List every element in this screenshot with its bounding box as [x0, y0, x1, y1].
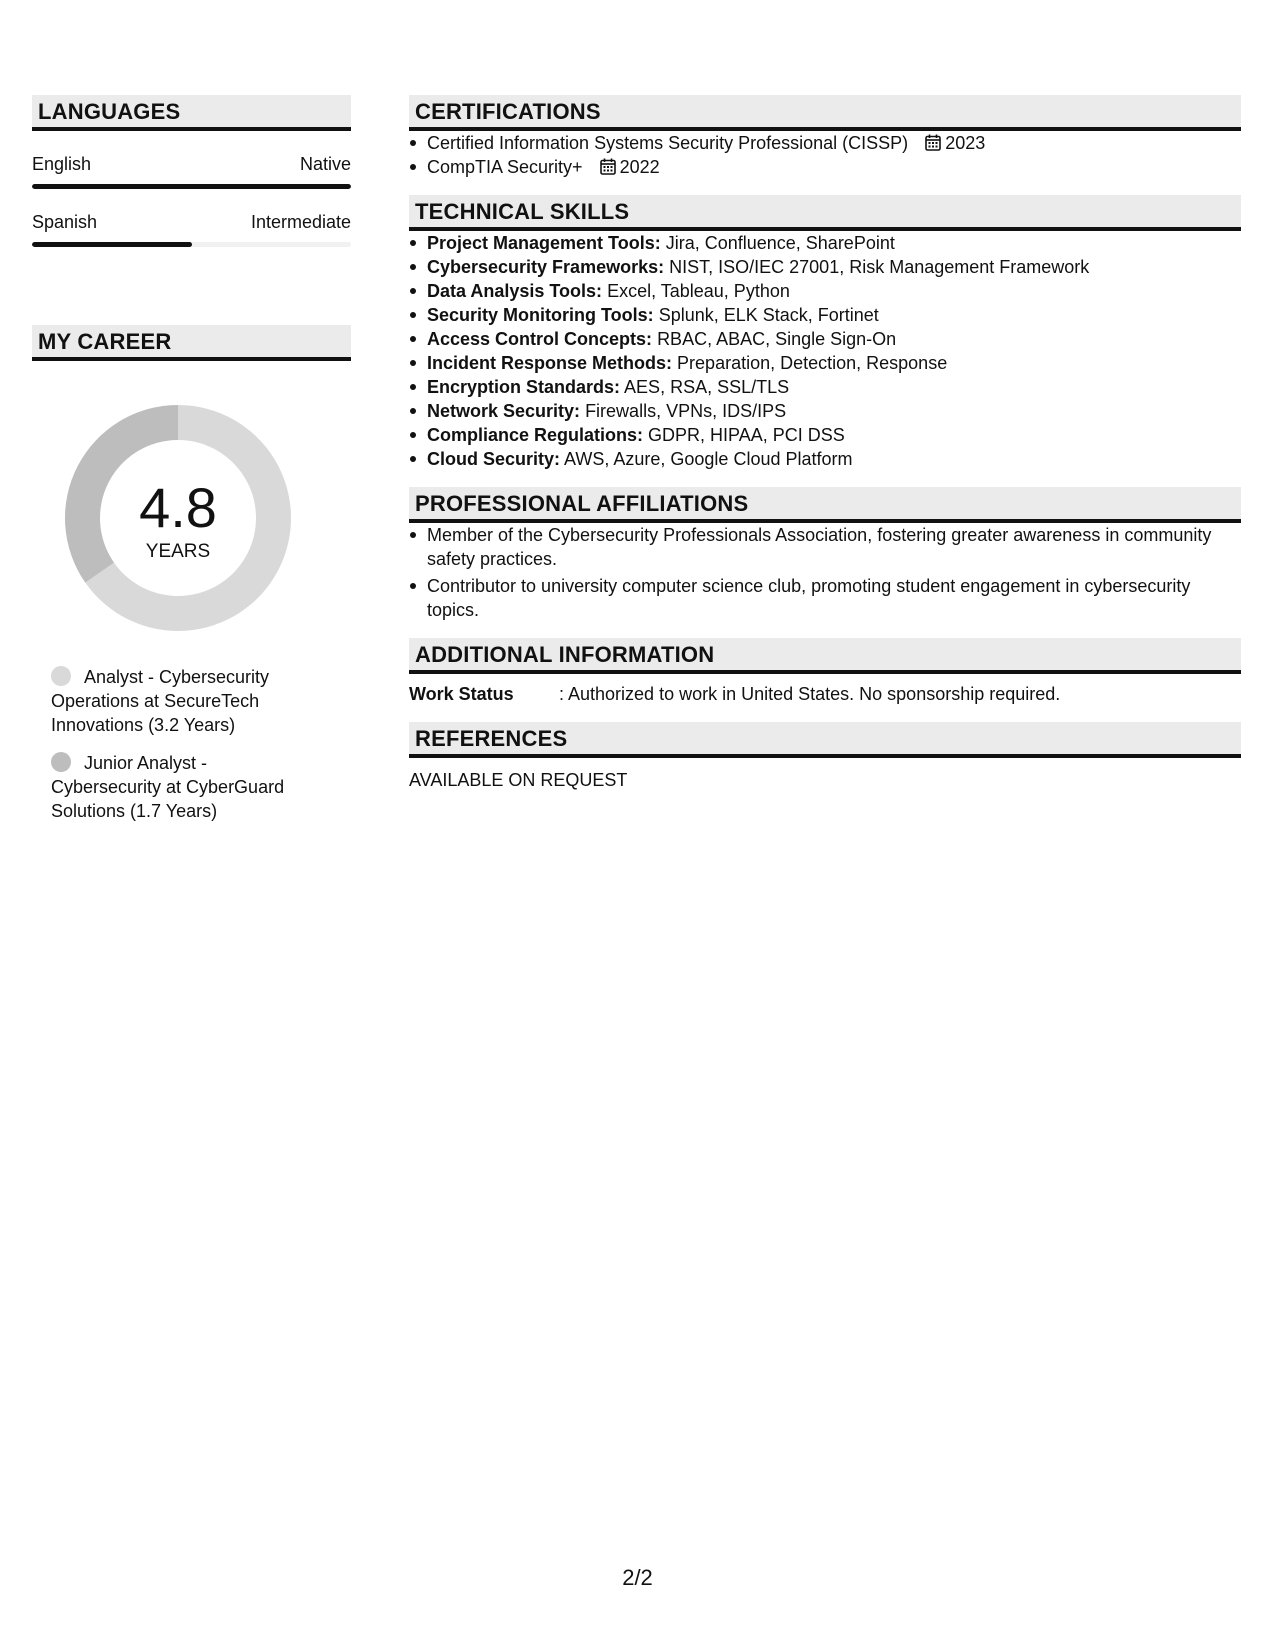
references-heading: REFERENCES [409, 722, 1241, 758]
additional-info-heading: ADDITIONAL INFORMATION [409, 638, 1241, 674]
language-item-english [32, 153, 351, 189]
work-status-row [409, 682, 1241, 706]
career-legend [51, 665, 311, 823]
language-proficiency-fill [32, 184, 351, 189]
skill-label: Cybersecurity Frameworks: [427, 257, 665, 277]
skill-label: Encryption Standards: [427, 377, 621, 397]
language-item-spanish [32, 211, 351, 247]
certification-item [427, 131, 1241, 155]
page-number: 2/2 [622, 1565, 653, 1590]
skill-value: Excel, Tableau, Python [607, 281, 790, 301]
career-role-label: Analyst - Cybersecurity Operations at SecureTech Innovations (3.2 Years) [51, 667, 270, 735]
skill-value: Preparation, Detection, Response [677, 353, 948, 373]
certifications-heading: CERTIFICATIONS [409, 95, 1241, 131]
language-proficiency-fill [32, 242, 192, 247]
affiliation-item: Contributor to university computer science club, promoting student engagement in cybersecurity topics. [427, 574, 1241, 622]
skill-value: AWS, Azure, Google Cloud Platform [564, 449, 853, 469]
certification-year: 2022 [619, 157, 660, 177]
skill-label: Incident Response Methods: [427, 353, 673, 373]
languages-heading: LANGUAGES [32, 95, 351, 131]
calendar-icon [925, 134, 941, 151]
career-heading: MY CAREER [32, 325, 351, 361]
legend-dot [51, 752, 71, 772]
skill-item [427, 375, 1241, 399]
certification-name: CompTIA Security+ [427, 157, 583, 177]
skill-label: Project Management Tools: [427, 233, 661, 253]
skill-item [427, 327, 1241, 351]
skill-value: Jira, Confluence, SharePoint [665, 233, 895, 253]
career-total-unit: YEARS [145, 541, 211, 562]
career-total-value: 4.8 [139, 476, 217, 539]
skill-item [427, 279, 1241, 303]
skill-label: Network Security: [427, 401, 581, 421]
language-level: Intermediate [250, 212, 351, 232]
language-proficiency-bar [32, 242, 351, 247]
skill-item [427, 255, 1241, 279]
certification-item [427, 155, 1241, 179]
left-column [32, 95, 351, 823]
skill-value: NIST, ISO/IEC 27001, Risk Management Framework [669, 257, 1090, 277]
skill-value: Firewalls, VPNs, IDS/IPS [585, 401, 787, 421]
skill-item [427, 303, 1241, 327]
skill-item [427, 231, 1241, 255]
affiliation-item: Member of the Cybersecurity Professionals Association, fostering greater awareness in community safety practices. [427, 523, 1241, 571]
certification-name: Certified Information Systems Security Professional (CISSP) [427, 133, 909, 153]
technical-skills-list [409, 231, 1241, 471]
language-proficiency-bar [32, 184, 351, 189]
skill-item [427, 351, 1241, 375]
career-donut-chart [65, 405, 291, 631]
skill-label: Data Analysis Tools: [427, 281, 603, 301]
legend-dot [51, 666, 71, 686]
language-level: Native [299, 154, 351, 174]
skill-label: Access Control Concepts: [427, 329, 653, 349]
skill-item [427, 423, 1241, 447]
references-text: AVAILABLE ON REQUEST [409, 770, 628, 790]
right-column [409, 95, 1241, 792]
skill-label: Cloud Security: [427, 449, 561, 469]
language-name: Spanish [32, 212, 98, 232]
skill-item [427, 399, 1241, 423]
skill-value: RBAC, ABAC, Single Sign-On [657, 329, 897, 349]
skill-value: AES, RSA, SSL/TLS [624, 377, 790, 397]
skill-item [427, 447, 1241, 471]
work-status-value: : Authorized to work in United States. No sponsorship required. [559, 684, 1061, 704]
calendar-icon [600, 158, 616, 175]
career-role-label: Junior Analyst - Cybersecurity at CyberGuard Solutions (1.7 Years) [51, 753, 285, 821]
skill-label: Security Monitoring Tools: [427, 305, 654, 325]
language-name: English [32, 154, 92, 174]
technical-skills-heading: TECHNICAL SKILLS [409, 195, 1241, 231]
affiliations-heading: PROFESSIONAL AFFILIATIONS [409, 487, 1241, 523]
work-status-label: Work Status [409, 684, 514, 704]
certifications-list [409, 131, 1241, 179]
career-legend-item [51, 751, 311, 823]
affiliations-list [409, 523, 1241, 622]
certification-year: 2023 [945, 133, 986, 153]
skill-value: GDPR, HIPAA, PCI DSS [648, 425, 845, 445]
skill-label: Compliance Regulations: [427, 425, 644, 445]
skill-value: Splunk, ELK Stack, Fortinet [658, 305, 879, 325]
career-legend-item [51, 665, 311, 737]
